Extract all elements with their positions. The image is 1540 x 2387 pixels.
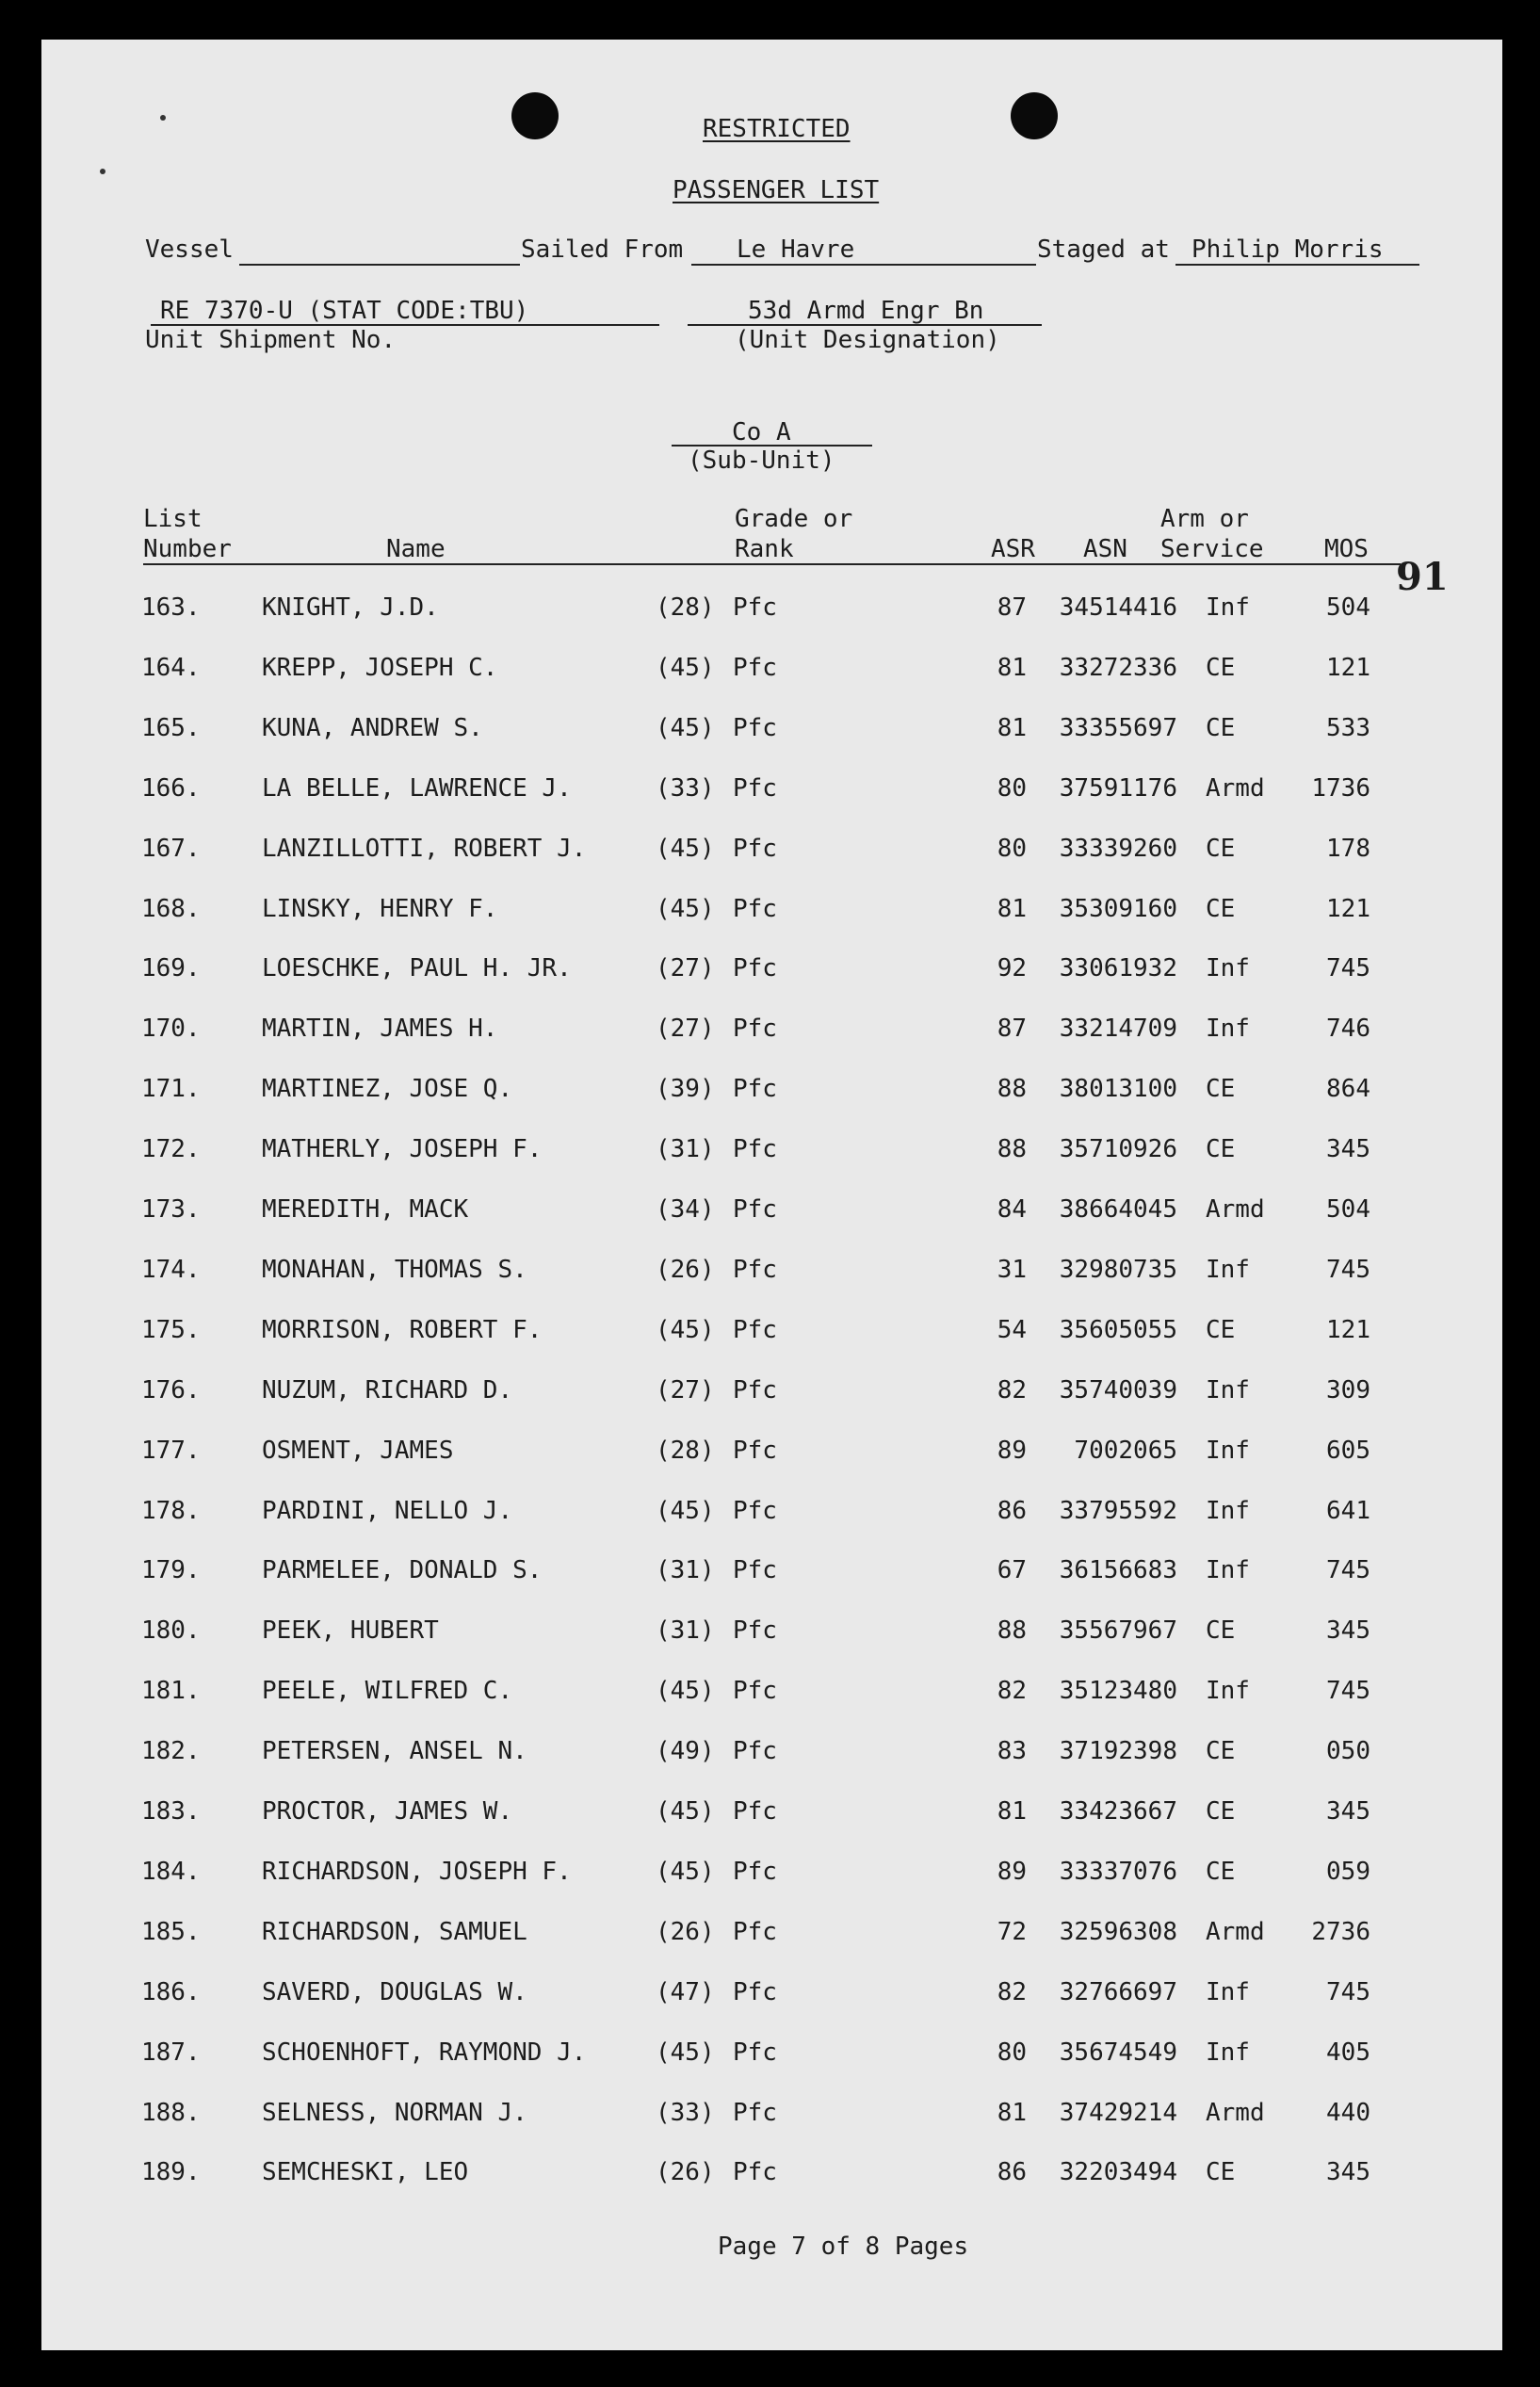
row-name: LINSKY, HENRY F. [262, 895, 498, 923]
row-mos: 405 [1326, 2038, 1370, 2067]
row-list-number: 170. [141, 1015, 201, 1043]
row-asr: 72 [997, 1918, 1027, 1946]
row-name: PARDINI, NELLO J. [262, 1497, 513, 1525]
row-age: (31) [656, 1556, 715, 1584]
row-asn: 33214709 [1059, 1015, 1177, 1043]
row-list-number: 178. [141, 1497, 201, 1525]
row-rank: Pfc [733, 1858, 777, 1886]
row-arm-service: CE [1206, 1616, 1236, 1645]
row-asr: 88 [997, 1135, 1027, 1163]
row-name: PARMELEE, DONALD S. [262, 1556, 543, 1584]
row-asr: 31 [997, 1256, 1027, 1284]
row-mos: 745 [1326, 1677, 1370, 1705]
row-list-number: 175. [141, 1316, 201, 1344]
row-name: SAVERD, DOUGLAS W. [262, 1978, 527, 2006]
row-arm-service: Armd [1206, 774, 1265, 803]
row-rank: Pfc [733, 835, 777, 863]
row-asr: 83 [997, 1737, 1027, 1765]
row-mos: 746 [1326, 1015, 1370, 1043]
row-rank: Pfc [733, 1918, 777, 1946]
row-list-number: 187. [141, 2038, 201, 2067]
row-arm-service: CE [1206, 1316, 1236, 1344]
row-arm-service: Inf [1206, 1015, 1250, 1043]
row-name: MARTINEZ, JOSE Q. [262, 1075, 513, 1103]
handwritten-page-mark: 91 [1396, 555, 1449, 599]
row-arm-service: CE [1206, 835, 1236, 863]
row-arm-service: Inf [1206, 1376, 1250, 1405]
row-asn: 32203494 [1059, 2158, 1177, 2186]
row-asr: 82 [997, 1376, 1027, 1405]
row-rank: Pfc [733, 2038, 777, 2067]
row-arm-service: CE [1206, 1075, 1236, 1103]
punch-hole [1011, 92, 1058, 139]
row-arm-service: CE [1206, 1135, 1236, 1163]
row-name: PEELE, WILFRED C. [262, 1677, 513, 1705]
row-arm-service: CE [1206, 714, 1236, 742]
row-mos: 121 [1326, 895, 1370, 923]
row-age: (28) [656, 593, 715, 622]
row-age: (45) [656, 1316, 715, 1344]
row-rank: Pfc [733, 593, 777, 622]
row-list-number: 174. [141, 1256, 201, 1284]
row-age: (45) [656, 2038, 715, 2067]
row-asr: 87 [997, 593, 1027, 622]
row-asr: 86 [997, 1497, 1027, 1525]
sailed-from-field-line [691, 264, 1036, 266]
row-age: (34) [656, 1195, 715, 1224]
row-list-number: 181. [141, 1677, 201, 1705]
row-name: NUZUM, RICHARD D. [262, 1376, 513, 1405]
row-list-number: 184. [141, 1858, 201, 1886]
row-name: MATHERLY, JOSEPH F. [262, 1135, 543, 1163]
col-name-header: Name [386, 535, 446, 563]
col-mos-header: MOS [1324, 535, 1369, 563]
row-rank: Pfc [733, 1556, 777, 1584]
row-asn: 33337076 [1059, 1858, 1177, 1886]
row-rank: Pfc [733, 1737, 777, 1765]
unit-designation-value: 53d Armd Engr Bn [748, 297, 984, 325]
row-list-number: 188. [141, 2099, 201, 2127]
document-title: PASSENGER LIST [673, 176, 880, 204]
header-rule [143, 563, 1401, 565]
row-arm-service: Inf [1206, 1677, 1250, 1705]
row-age: (26) [656, 1918, 715, 1946]
row-mos: 504 [1326, 1195, 1370, 1224]
row-name: KNIGHT, J.D. [262, 593, 439, 622]
row-mos: 121 [1326, 654, 1370, 682]
row-age: (26) [656, 1256, 715, 1284]
row-name: MORRISON, ROBERT F. [262, 1316, 543, 1344]
row-name: LOESCHKE, PAUL H. JR. [262, 954, 572, 982]
row-list-number: 179. [141, 1556, 201, 1584]
row-list-number: 177. [141, 1437, 201, 1465]
col-grade-header: Grade or [735, 505, 853, 533]
row-mos: 745 [1326, 1978, 1370, 2006]
row-age: (45) [656, 1797, 715, 1826]
row-asn: 35710926 [1059, 1135, 1177, 1163]
row-rank: Pfc [733, 714, 777, 742]
row-list-number: 164. [141, 654, 201, 682]
row-asr: 89 [997, 1437, 1027, 1465]
classification-label: RESTRICTED [703, 115, 851, 143]
page-footer: Page 7 of 8 Pages [718, 2233, 969, 2261]
row-rank: Pfc [733, 1797, 777, 1826]
row-arm-service: Inf [1206, 1556, 1250, 1584]
row-age: (45) [656, 1677, 715, 1705]
row-list-number: 168. [141, 895, 201, 923]
row-rank: Pfc [733, 895, 777, 923]
row-asr: 84 [997, 1195, 1027, 1224]
row-arm-service: CE [1206, 654, 1236, 682]
row-name: OSMENT, JAMES [262, 1437, 454, 1465]
row-asr: 81 [997, 895, 1027, 923]
row-mos: 605 [1326, 1437, 1370, 1465]
row-list-number: 169. [141, 954, 201, 982]
row-asn: 33272336 [1059, 654, 1177, 682]
row-asn: 37591176 [1059, 774, 1177, 803]
unit-designation-label: (Unit Designation) [735, 326, 1000, 354]
row-name: RICHARDSON, JOSEPH F. [262, 1858, 572, 1886]
row-age: (31) [656, 1135, 715, 1163]
row-asn: 32980735 [1059, 1256, 1177, 1284]
row-mos: 345 [1326, 1797, 1370, 1826]
row-rank: Pfc [733, 1497, 777, 1525]
speck [100, 169, 105, 174]
col-asn-header: ASN [1083, 535, 1127, 563]
row-rank: Pfc [733, 1075, 777, 1103]
row-asr: 89 [997, 1858, 1027, 1886]
row-mos: 309 [1326, 1376, 1370, 1405]
row-list-number: 172. [141, 1135, 201, 1163]
col-arm-header: Arm or [1160, 505, 1249, 533]
row-asn: 35567967 [1059, 1616, 1177, 1645]
row-mos: 745 [1326, 954, 1370, 982]
row-age: (27) [656, 1376, 715, 1405]
row-mos: 345 [1326, 1616, 1370, 1645]
row-age: (31) [656, 1616, 715, 1645]
row-mos: 121 [1326, 1316, 1370, 1344]
row-asr: 82 [997, 1978, 1027, 2006]
row-asr: 67 [997, 1556, 1027, 1584]
row-name: LANZILLOTTI, ROBERT J. [262, 835, 587, 863]
col-asr-header: ASR [991, 535, 1035, 563]
row-rank: Pfc [733, 1316, 777, 1344]
row-asr: 80 [997, 835, 1027, 863]
row-mos: 345 [1326, 2158, 1370, 2186]
row-asr: 81 [997, 714, 1027, 742]
col-service-header: Service [1160, 535, 1264, 563]
row-asr: 86 [997, 2158, 1027, 2186]
row-list-number: 189. [141, 2158, 201, 2186]
row-list-number: 163. [141, 593, 201, 622]
row-arm-service: Inf [1206, 1437, 1250, 1465]
row-list-number: 167. [141, 835, 201, 863]
row-asn: 38664045 [1059, 1195, 1177, 1224]
row-list-number: 173. [141, 1195, 201, 1224]
row-age: (45) [656, 835, 715, 863]
row-asn: 37429214 [1059, 2099, 1177, 2127]
row-arm-service: Armd [1206, 2099, 1265, 2127]
row-name: LA BELLE, LAWRENCE J. [262, 774, 572, 803]
row-mos: 533 [1326, 714, 1370, 742]
row-rank: Pfc [733, 774, 777, 803]
row-mos: 1736 [1311, 774, 1370, 803]
row-asn: 38013100 [1059, 1075, 1177, 1103]
row-age: (45) [656, 1497, 715, 1525]
row-asn: 32596308 [1059, 1918, 1177, 1946]
row-name: SEMCHESKI, LEO [262, 2158, 469, 2186]
row-arm-service: Inf [1206, 1978, 1250, 2006]
staged-at-value: Philip Morris [1191, 235, 1384, 264]
row-name: PROCTOR, JAMES W. [262, 1797, 513, 1826]
row-name: KREPP, JOSEPH C. [262, 654, 498, 682]
row-asn: 35740039 [1059, 1376, 1177, 1405]
speck [160, 115, 166, 121]
row-arm-service: CE [1206, 1797, 1236, 1826]
row-mos: 864 [1326, 1075, 1370, 1103]
shipment-number-label: Unit Shipment No. [145, 326, 397, 354]
row-list-number: 185. [141, 1918, 201, 1946]
row-arm-service: CE [1206, 2158, 1236, 2186]
row-age: (28) [656, 1437, 715, 1465]
row-rank: Pfc [733, 954, 777, 982]
sub-unit-value: Co A [732, 418, 791, 447]
sub-unit-label: (Sub-Unit) [688, 447, 835, 475]
row-asr: 81 [997, 2099, 1027, 2127]
row-age: (39) [656, 1075, 715, 1103]
row-asr: 54 [997, 1316, 1027, 1344]
row-rank: Pfc [733, 1376, 777, 1405]
row-mos: 2736 [1311, 1918, 1370, 1946]
row-name: SELNESS, NORMAN J. [262, 2099, 527, 2127]
row-asn: 35123480 [1059, 1677, 1177, 1705]
row-asr: 88 [997, 1075, 1027, 1103]
sailed-from-value: Le Havre [737, 235, 855, 264]
row-mos: 745 [1326, 1256, 1370, 1284]
row-arm-service: Inf [1206, 954, 1250, 982]
col-number-header: Number [143, 535, 232, 563]
row-mos: 641 [1326, 1497, 1370, 1525]
row-asr: 92 [997, 954, 1027, 982]
row-name: PEEK, HUBERT [262, 1616, 439, 1645]
row-asn: 7002065 [1074, 1437, 1177, 1465]
row-arm-service: Inf [1206, 1497, 1250, 1525]
row-rank: Pfc [733, 1015, 777, 1043]
row-rank: Pfc [733, 1616, 777, 1645]
row-asn: 37192398 [1059, 1737, 1177, 1765]
row-age: (33) [656, 2099, 715, 2127]
row-age: (49) [656, 1737, 715, 1765]
row-asr: 80 [997, 774, 1027, 803]
row-asn: 33795592 [1059, 1497, 1177, 1525]
row-asr: 87 [997, 1015, 1027, 1043]
row-list-number: 166. [141, 774, 201, 803]
row-rank: Pfc [733, 1978, 777, 2006]
row-name: KUNA, ANDREW S. [262, 714, 483, 742]
row-arm-service: Inf [1206, 593, 1250, 622]
row-arm-service: CE [1206, 1858, 1236, 1886]
row-arm-service: Inf [1206, 2038, 1250, 2067]
row-list-number: 180. [141, 1616, 201, 1645]
row-age: (45) [656, 714, 715, 742]
row-name: RICHARDSON, SAMUEL [262, 1918, 527, 1946]
row-list-number: 183. [141, 1797, 201, 1826]
row-asn: 33355697 [1059, 714, 1177, 742]
row-age: (45) [656, 1858, 715, 1886]
staged-at-field-line [1175, 264, 1419, 266]
row-asr: 82 [997, 1677, 1027, 1705]
row-arm-service: Armd [1206, 1195, 1265, 1224]
row-rank: Pfc [733, 1256, 777, 1284]
row-list-number: 165. [141, 714, 201, 742]
row-mos: 178 [1326, 835, 1370, 863]
row-mos: 504 [1326, 593, 1370, 622]
row-list-number: 176. [141, 1376, 201, 1405]
row-list-number: 171. [141, 1075, 201, 1103]
row-list-number: 186. [141, 1978, 201, 2006]
row-asn: 33061932 [1059, 954, 1177, 982]
sailed-from-label: Sailed From [521, 235, 684, 264]
row-mos: 440 [1326, 2099, 1370, 2127]
vessel-field-line [239, 264, 520, 266]
row-rank: Pfc [733, 1677, 777, 1705]
row-asn: 33423667 [1059, 1797, 1177, 1826]
row-list-number: 182. [141, 1737, 201, 1765]
row-asr: 81 [997, 1797, 1027, 1826]
row-rank: Pfc [733, 2158, 777, 2186]
row-rank: Pfc [733, 654, 777, 682]
row-asr: 80 [997, 2038, 1027, 2067]
row-arm-service: Armd [1206, 1918, 1265, 1946]
row-age: (27) [656, 1015, 715, 1043]
row-age: (27) [656, 954, 715, 982]
punch-hole [511, 92, 559, 139]
row-name: MEREDITH, MACK [262, 1195, 469, 1224]
row-asn: 32766697 [1059, 1978, 1177, 2006]
row-rank: Pfc [733, 1437, 777, 1465]
row-mos: 059 [1326, 1858, 1370, 1886]
row-mos: 345 [1326, 1135, 1370, 1163]
row-mos: 050 [1326, 1737, 1370, 1765]
vessel-label: Vessel [145, 235, 234, 264]
col-list-header: List [143, 505, 203, 533]
row-mos: 745 [1326, 1556, 1370, 1584]
row-rank: Pfc [733, 2099, 777, 2127]
row-name: PETERSEN, ANSEL N. [262, 1737, 527, 1765]
row-age: (26) [656, 2158, 715, 2186]
row-asr: 81 [997, 654, 1027, 682]
staged-at-label: Staged at [1037, 235, 1170, 264]
row-age: (45) [656, 654, 715, 682]
row-name: SCHOENHOFT, RAYMOND J. [262, 2038, 587, 2067]
row-rank: Pfc [733, 1135, 777, 1163]
row-arm-service: Inf [1206, 1256, 1250, 1284]
row-asn: 34514416 [1059, 593, 1177, 622]
row-arm-service: CE [1206, 895, 1236, 923]
shipment-number-value: RE 7370-U (STAT CODE:TBU) [160, 297, 529, 325]
row-age: (45) [656, 895, 715, 923]
row-name: MARTIN, JAMES H. [262, 1015, 498, 1043]
row-asn: 35605055 [1059, 1316, 1177, 1344]
row-asr: 88 [997, 1616, 1027, 1645]
row-asn: 35309160 [1059, 895, 1177, 923]
row-asn: 36156683 [1059, 1556, 1177, 1584]
row-rank: Pfc [733, 1195, 777, 1224]
row-name: MONAHAN, THOMAS S. [262, 1256, 527, 1284]
row-asn: 33339260 [1059, 835, 1177, 863]
row-arm-service: CE [1206, 1737, 1236, 1765]
row-age: (33) [656, 774, 715, 803]
col-rank-header: Rank [735, 535, 794, 563]
row-age: (47) [656, 1978, 715, 2006]
row-asn: 35674549 [1059, 2038, 1177, 2067]
